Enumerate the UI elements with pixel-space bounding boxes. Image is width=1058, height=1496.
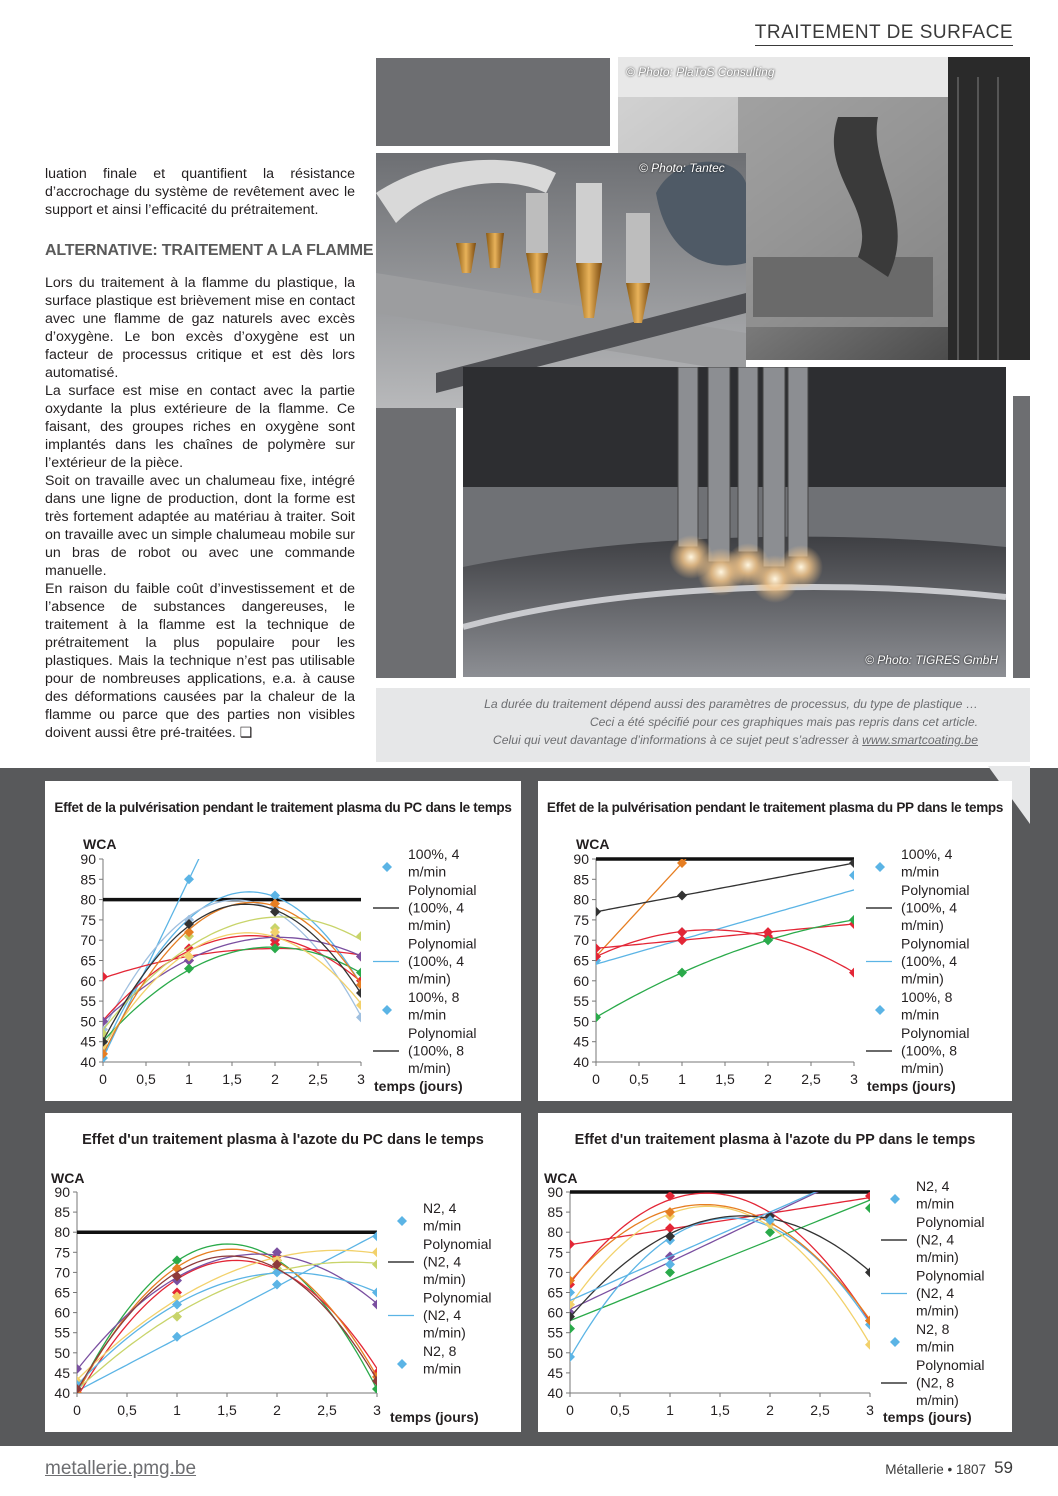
y-tick-label: 60 bbox=[573, 972, 589, 989]
data-point bbox=[372, 1259, 382, 1269]
x-tick-label: 2 bbox=[764, 1071, 772, 1087]
x-tick-label: 3 bbox=[373, 1402, 381, 1418]
x-tick-label: 0 bbox=[73, 1402, 81, 1418]
legend-entry-line: m/min bbox=[423, 1360, 462, 1377]
x-tick-label: 2,5 bbox=[801, 1071, 821, 1087]
series-group bbox=[72, 1231, 382, 1398]
legend-marker bbox=[382, 1005, 392, 1015]
grey-block-top bbox=[376, 58, 610, 146]
y-tick-label: 70 bbox=[80, 932, 96, 949]
y-tick-label: 40 bbox=[54, 1385, 70, 1401]
legend-entry bbox=[916, 1357, 984, 1408]
caption-line-3-text: Celui qui veut davantage d’informations à ce sujet peut s’adresser à bbox=[492, 733, 863, 747]
series-group bbox=[565, 1155, 875, 1362]
legend-entry-line: m/min bbox=[916, 1195, 955, 1212]
x-tick-label: 2 bbox=[273, 1402, 281, 1418]
y-tick-label: 70 bbox=[54, 1264, 70, 1281]
data-point bbox=[849, 968, 859, 978]
chart-title: Effet d'un traitement plasma à l'azote du PC dans le temps bbox=[82, 1132, 484, 1148]
y-tick-label: 45 bbox=[54, 1364, 70, 1381]
legend-entry-line: Polynomial bbox=[916, 1214, 985, 1230]
legend-entry-line: m/min bbox=[423, 1217, 462, 1234]
chart-pp-nitrogen bbox=[538, 1113, 1012, 1432]
y-tick-label: 85 bbox=[573, 871, 589, 888]
legend-entry-line: m/min bbox=[901, 863, 940, 880]
chart-title: Effet d'un traitement plasma à l'azote du PP dans le temps bbox=[574, 1132, 976, 1148]
x-axis-label: temps (jours) bbox=[374, 1078, 463, 1094]
legend-marker bbox=[890, 1194, 900, 1204]
data-point bbox=[677, 968, 687, 978]
x-tick-label: 2,5 bbox=[810, 1402, 830, 1418]
y-tick-label: 65 bbox=[80, 952, 96, 969]
chart-svg bbox=[45, 781, 521, 1101]
x-tick-label: 1 bbox=[185, 1071, 193, 1087]
y-tick-label: 65 bbox=[54, 1284, 70, 1301]
legend-marker bbox=[397, 1216, 407, 1226]
y-tick-label: 40 bbox=[80, 1054, 96, 1070]
legend-entry-line: (N2, 4 bbox=[423, 1307, 462, 1323]
series-group bbox=[591, 781, 859, 1022]
issue-label: Métallerie • 1807 bbox=[885, 1462, 986, 1477]
y-tick-label: 85 bbox=[547, 1204, 563, 1221]
photo-credit-tantec: © Photo: Tantec bbox=[639, 161, 725, 175]
trend-line bbox=[570, 1206, 870, 1344]
y-tick-label: 70 bbox=[547, 1264, 563, 1281]
x-tick-label: 3 bbox=[850, 1071, 858, 1087]
data-point bbox=[865, 1203, 875, 1213]
x-tick-label: 1,5 bbox=[222, 1071, 242, 1087]
x-tick-label: 1,5 bbox=[715, 1071, 735, 1087]
legend-entry-line: Polynomial bbox=[408, 1025, 477, 1041]
series-group bbox=[98, 781, 366, 1063]
legend-entry bbox=[916, 1214, 984, 1265]
data-point bbox=[184, 874, 194, 884]
trend-line bbox=[77, 1256, 377, 1390]
data-point bbox=[677, 927, 687, 937]
data-point bbox=[591, 907, 601, 917]
legend-entry-line: m/min) bbox=[408, 917, 451, 933]
y-axis-label: WCA bbox=[576, 836, 610, 852]
chart-svg bbox=[45, 1113, 521, 1432]
trend-line bbox=[77, 1260, 377, 1397]
trend-line bbox=[103, 781, 361, 1058]
chart-title: Effet de la pulvérisation pendant le traitement plasma du PP dans le temps bbox=[546, 800, 1004, 815]
legend-entry-line: Polynomial bbox=[408, 882, 477, 898]
y-tick-label: 40 bbox=[547, 1385, 563, 1401]
y-tick-label: 50 bbox=[573, 1013, 589, 1030]
data-point bbox=[865, 1155, 875, 1165]
legend-entry-line: m/min) bbox=[916, 1249, 959, 1265]
y-tick-label: 65 bbox=[547, 1284, 563, 1301]
legend-entry-line: m/min bbox=[916, 1338, 955, 1355]
x-tick-label: 2,5 bbox=[308, 1071, 328, 1087]
y-tick-label: 70 bbox=[573, 932, 589, 949]
chart-svg bbox=[538, 781, 1012, 1101]
legend-entry bbox=[901, 846, 953, 880]
x-tick-label: 2,5 bbox=[317, 1402, 337, 1418]
y-axis-label: WCA bbox=[51, 1170, 85, 1186]
legend-entry-line: Polynomial bbox=[901, 935, 970, 952]
page-number: 59 bbox=[994, 1458, 1013, 1477]
legend-entry bbox=[901, 936, 969, 987]
legend-marker bbox=[875, 1005, 885, 1015]
chart-svg bbox=[538, 1113, 1012, 1432]
trend-line bbox=[103, 904, 361, 1041]
data-point bbox=[356, 951, 366, 961]
x-tick-label: 2 bbox=[766, 1402, 774, 1418]
y-tick-label: 80 bbox=[547, 1224, 563, 1241]
intro-paragraph: luation finale et quantifient la résistance d’accrochage du système de revêtement avec le support et ainsi l’efficacité du prétraitement. bbox=[45, 166, 355, 218]
data-point bbox=[98, 972, 108, 982]
legend-entry bbox=[916, 1268, 984, 1319]
legend-entry-line: Polynomial bbox=[408, 935, 477, 952]
legend-entry-line: m/min) bbox=[901, 970, 944, 987]
legend-entry-line: (N2, 4 bbox=[423, 1253, 462, 1270]
website-link[interactable]: metallerie.pmg.be bbox=[45, 1458, 197, 1479]
article-body bbox=[45, 274, 355, 742]
photo-flame-treatment bbox=[463, 367, 1006, 677]
legend-entry bbox=[408, 882, 476, 933]
chart-title: Effet de la pulvérisation pendant le traitement plasma du PC dans le temps bbox=[54, 800, 512, 815]
section-title: TRAITEMENT DE SURFACE bbox=[755, 22, 1013, 46]
data-point bbox=[356, 1012, 366, 1022]
legend-entry-line: m/min) bbox=[916, 1302, 959, 1319]
legend-entry bbox=[408, 936, 476, 987]
y-tick-label: 55 bbox=[54, 1324, 70, 1341]
legend-entry-line: 100%, 8 bbox=[901, 989, 953, 1005]
data-point bbox=[356, 988, 366, 998]
data-point bbox=[865, 1163, 875, 1173]
legend-entry-line: m/min bbox=[408, 863, 447, 880]
data-point bbox=[372, 1247, 382, 1257]
y-tick-label: 65 bbox=[573, 952, 589, 969]
y-tick-label: 75 bbox=[54, 1244, 70, 1261]
y-tick-label: 80 bbox=[80, 891, 96, 908]
y-tick-label: 60 bbox=[54, 1304, 70, 1321]
x-tick-label: 0,5 bbox=[136, 1071, 156, 1087]
y-tick-label: 50 bbox=[547, 1344, 563, 1361]
y-tick-label: 60 bbox=[80, 972, 96, 989]
legend-entry-line: m/min) bbox=[408, 1060, 451, 1076]
legend-entry-line: m/min bbox=[408, 1006, 447, 1023]
x-tick-label: 1 bbox=[678, 1071, 686, 1087]
legend-entry bbox=[423, 1236, 491, 1287]
y-tick-label: 60 bbox=[547, 1304, 563, 1321]
x-axis-label: temps (jours) bbox=[867, 1078, 956, 1094]
paragraph-1: Lors du traitement à la flamme du plastique, la surface plastique est brièvement mise en contact avec une flamme de gaz naturels avec excès d’oxygène. Le bon excès d’oxygène est un facteur de processus critique et est dès lors automatisé. bbox=[45, 275, 355, 381]
x-tick-label: 1,5 bbox=[217, 1402, 237, 1418]
caption-link[interactable]: www.smartcoating.be bbox=[862, 733, 978, 747]
trend-line bbox=[77, 1249, 377, 1393]
y-tick-label: 85 bbox=[54, 1204, 70, 1221]
y-tick-label: 55 bbox=[80, 993, 96, 1010]
caption-line-3 bbox=[493, 733, 978, 747]
legend-entry-line: (N2, 4 bbox=[916, 1231, 955, 1248]
legend-entry-line: 100%, 4 bbox=[408, 846, 460, 862]
legend-entry-line: m/min) bbox=[901, 917, 944, 933]
legend-entry-line: N2, 8 bbox=[423, 1343, 457, 1359]
legend-entry-line: 100%, 4 bbox=[901, 846, 953, 862]
chart-pc-nitrogen bbox=[45, 1113, 521, 1432]
x-tick-label: 0 bbox=[99, 1071, 107, 1087]
legend-entry-line: Polynomial bbox=[901, 1025, 970, 1041]
x-tick-label: 3 bbox=[866, 1402, 874, 1418]
legend-entry-line: (100%, 8 bbox=[901, 1042, 958, 1059]
chart-pc-spray bbox=[45, 781, 521, 1101]
legend-entry bbox=[408, 846, 460, 880]
caption-line-2: Ceci a été spécifié pour ces graphiques mais pas repris dans cet article. bbox=[589, 715, 978, 729]
legend-entry-line: N2, 4 bbox=[916, 1178, 950, 1194]
legend-entry-line: Polynomial bbox=[916, 1357, 985, 1373]
y-tick-label: 50 bbox=[80, 1013, 96, 1030]
legend-entry bbox=[423, 1200, 461, 1234]
x-tick-label: 3 bbox=[357, 1071, 365, 1087]
trend-line bbox=[103, 900, 361, 1031]
photo-credit-tigres: © Photo: TIGRES GmbH bbox=[865, 653, 998, 667]
grey-block-right bbox=[1013, 396, 1030, 678]
legend-entry bbox=[423, 1290, 491, 1341]
legend-entry bbox=[901, 989, 953, 1023]
data-point bbox=[865, 1340, 875, 1350]
legend-entry-line: (100%, 4 bbox=[901, 899, 958, 916]
photo-flame-treatment-image bbox=[463, 367, 1006, 677]
trend-line bbox=[77, 1262, 377, 1390]
legend-entry-line: m/min bbox=[901, 1006, 940, 1023]
y-tick-label: 55 bbox=[547, 1324, 563, 1341]
trend-line bbox=[596, 863, 854, 912]
y-tick-label: 40 bbox=[573, 1054, 589, 1070]
y-axis-label: WCA bbox=[83, 836, 117, 852]
legend-entry bbox=[408, 1025, 476, 1076]
data-point bbox=[677, 891, 687, 901]
legend-entry-line: (N2, 8 bbox=[916, 1374, 955, 1391]
paragraph-4: En raison du faible coût d’investissement et de l’absence de substances dangereuses, le traitement à la flamme est la technique de prétraitement la plus populaire pour les plastiques. Mais la technique n’est pas utilisable pour de nombreuses applications, e.a. à cause des déformations causées par la chaleur de la flamme ou parce que des parties non visibles doivent aussi être pré-traitées. ❑ bbox=[45, 581, 355, 741]
x-tick-label: 0,5 bbox=[610, 1402, 630, 1418]
legend-entry bbox=[916, 1321, 954, 1355]
legend-entry-line: 100%, 8 bbox=[408, 989, 460, 1005]
legend-entry-line: m/min) bbox=[423, 1271, 466, 1287]
y-tick-label: 45 bbox=[573, 1033, 589, 1050]
chart-pp-spray bbox=[538, 781, 1012, 1101]
x-tick-label: 1 bbox=[666, 1402, 674, 1418]
legend-marker bbox=[875, 862, 885, 872]
legend-entry bbox=[901, 1025, 969, 1076]
data-point bbox=[565, 1352, 575, 1362]
legend-entry-line: m/min) bbox=[916, 1392, 959, 1408]
x-tick-label: 0 bbox=[592, 1071, 600, 1087]
photo-credit-platos: © Photo: PlaToS Consulting bbox=[626, 65, 775, 79]
legend-entry-line: Polynomial bbox=[916, 1267, 985, 1284]
legend-marker bbox=[382, 862, 392, 872]
legend-marker bbox=[397, 1359, 407, 1369]
legend-entry-line: m/min) bbox=[408, 970, 451, 987]
legend-entry bbox=[901, 882, 969, 933]
x-tick-label: 1,5 bbox=[710, 1402, 730, 1418]
y-tick-label: 90 bbox=[80, 851, 96, 867]
data-point bbox=[849, 870, 859, 880]
y-tick-label: 75 bbox=[80, 911, 96, 928]
legend-entry-line: (N2, 4 bbox=[916, 1285, 955, 1301]
x-axis-label: temps (jours) bbox=[883, 1409, 972, 1425]
data-point bbox=[565, 1239, 575, 1249]
y-tick-label: 75 bbox=[573, 911, 589, 928]
legend-entry-line: Polynomial bbox=[423, 1289, 492, 1306]
trend-line bbox=[103, 892, 361, 1050]
legend-entry-line: Polynomial bbox=[423, 1236, 492, 1252]
legend-entry-line: m/min) bbox=[423, 1324, 466, 1341]
x-tick-label: 0,5 bbox=[629, 1071, 649, 1087]
x-tick-label: 0,5 bbox=[117, 1402, 137, 1418]
legend-entry-line: (100%, 4 bbox=[408, 899, 465, 916]
x-tick-label: 0 bbox=[566, 1402, 574, 1418]
data-point bbox=[356, 968, 366, 978]
legend-entry bbox=[423, 1343, 461, 1377]
grey-block-left bbox=[376, 408, 456, 678]
data-point bbox=[591, 1012, 601, 1022]
y-tick-label: 55 bbox=[573, 993, 589, 1010]
trend-line bbox=[596, 920, 854, 1017]
x-tick-label: 2 bbox=[271, 1071, 279, 1087]
y-tick-label: 50 bbox=[54, 1344, 70, 1361]
legend-entry-line: (100%, 4 bbox=[408, 953, 465, 969]
caption-line-1: La durée du traitement dépend aussi des paramètres de processus, du type de plastique … bbox=[484, 697, 978, 711]
data-point bbox=[356, 931, 366, 941]
y-tick-label: 85 bbox=[80, 871, 96, 888]
paragraph-3: Soit on travaille avec un chalumeau fixe, intégré dans une ligne de production, dont la forme est très fortement adaptée au matériau à traiter. Soit on travaille avec un simple chalumeau mobile sur un bras de robot ou avec une commande manuelle. bbox=[45, 473, 355, 579]
y-tick-label: 90 bbox=[547, 1184, 563, 1200]
y-tick-label: 80 bbox=[573, 891, 589, 908]
y-tick-label: 75 bbox=[547, 1244, 563, 1261]
y-tick-label: 90 bbox=[573, 851, 589, 867]
legend-marker bbox=[890, 1337, 900, 1347]
figure-caption bbox=[376, 688, 1030, 762]
data-point bbox=[565, 1324, 575, 1334]
y-tick-label: 80 bbox=[54, 1224, 70, 1241]
legend-entry-line: m/min) bbox=[901, 1060, 944, 1076]
legend-entry-line: N2, 8 bbox=[916, 1321, 950, 1337]
x-axis-label: temps (jours) bbox=[390, 1409, 479, 1425]
y-tick-label: 90 bbox=[54, 1184, 70, 1200]
legend-entry-line: N2, 4 bbox=[423, 1200, 457, 1216]
trend-line bbox=[77, 1273, 377, 1386]
y-axis-label: WCA bbox=[544, 1170, 578, 1186]
legend-entry bbox=[408, 989, 460, 1023]
legend-entry-line: (100%, 8 bbox=[408, 1042, 465, 1059]
paragraph-2: La surface est mise en contact avec la partie oxydante la plus extérieure de la flamme. Ce faisant, des groupes riches en oxygène sont implantés dans les chaînes de polymère sur l’extérieur de la pièce. bbox=[45, 383, 355, 471]
data-point bbox=[372, 1288, 382, 1298]
legend-entry-line: Polynomial bbox=[901, 882, 970, 898]
legend-entry bbox=[916, 1178, 954, 1212]
data-point bbox=[172, 1312, 182, 1322]
y-tick-label: 45 bbox=[80, 1033, 96, 1050]
y-tick-label: 45 bbox=[547, 1364, 563, 1381]
x-tick-label: 1 bbox=[173, 1402, 181, 1418]
legend-entry-line: (100%, 4 bbox=[901, 953, 958, 969]
article-heading: ALTERNATIVE: TRAITEMENT A LA FLAMME bbox=[45, 242, 374, 259]
trend-line bbox=[77, 1244, 377, 1393]
